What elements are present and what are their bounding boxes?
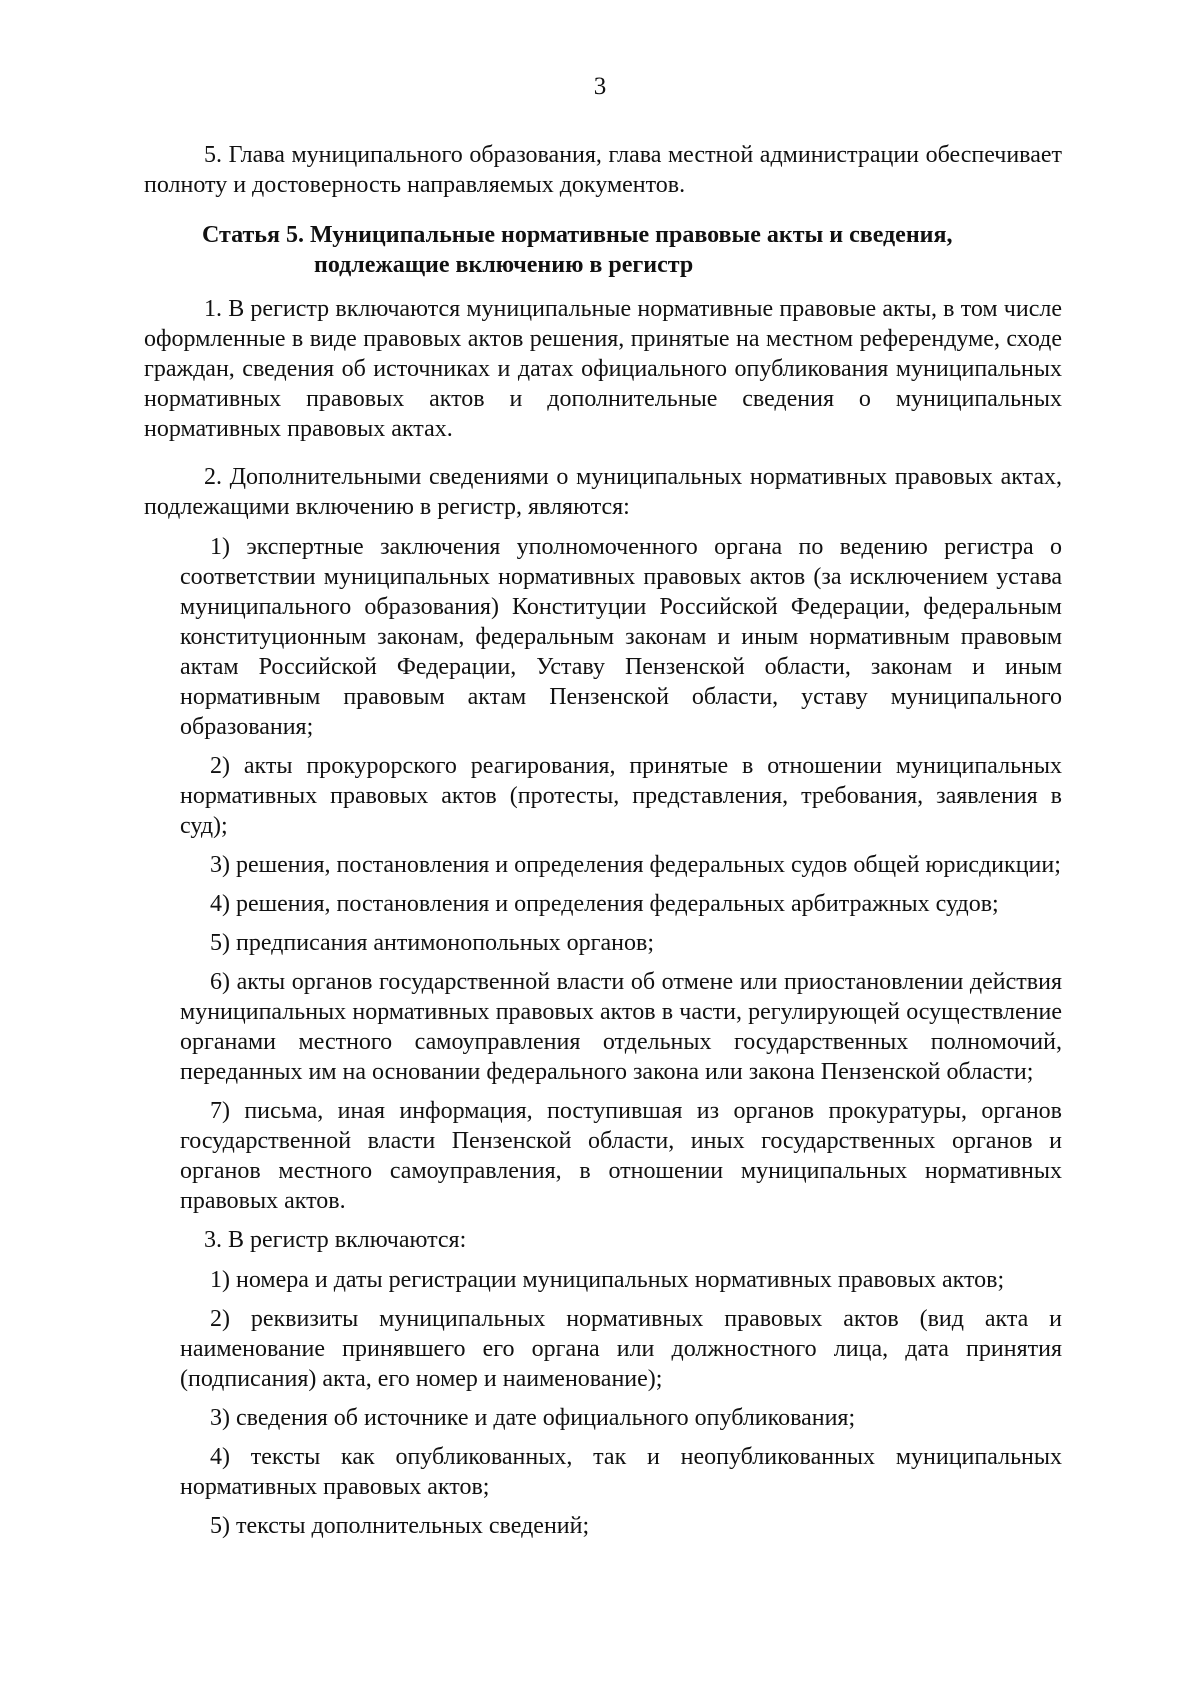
article-5-heading	[144, 220, 1062, 280]
paragraph-3: 3. В регистр включаются:	[204, 1227, 467, 1253]
list-item: 7) письма, иная информация, поступившая из органов прокуратуры, органов государственной власти Пензенской области, иных государственных органов и органов местного самоуправления, в отношении муниципальных нормативных правовых актов.	[180, 1098, 1062, 1214]
paragraph-5-head-of-municipality: 5. Глава муниципального образования, глава местной администрации обеспечивает полноту и достоверность направляемых документов.	[144, 142, 1062, 198]
list-item: 3) сведения об источнике и дате официального опубликования;	[210, 1405, 856, 1431]
list-item: 5) тексты дополнительных сведений;	[210, 1513, 590, 1539]
list-item: 3) решения, постановления и определения федеральных судов общей юрисдикции;	[210, 852, 1061, 878]
list-item: 6) акты органов государственной власти об отмене или приостановлении действия муниципальных нормативных правовых актов в части, регулирующей осуществление органами местного самоуправления отдельных государственных полномочий, переданных им на основании федерального закона или закона Пензенской области;	[180, 969, 1062, 1085]
list-item: 2) реквизиты муниципальных нормативных правовых актов (вид акта и наименование принявшего его органа или должностного лица, дата принятия (подписания) акта, его номер и наименование);	[180, 1306, 1062, 1392]
page-number: 3	[593, 73, 607, 100]
list-item: 1) экспертные заключения уполномоченного органа по ведению регистра о соответствии муниципальных нормативных правовых актов (за исключением устава муниципального образования) Конституции Российской Федерации, федеральным конституционным законам, федеральным законам и иным нормативным правовым актам Российской Федерации, Уставу Пензенской области, законам и иным нормативным правовым актам Пензенской области, уставу муниципального образования;	[180, 534, 1062, 740]
list-item: 4) тексты как опубликованных, так и неопубликованных муниципальных нормативных правовых актов;	[180, 1444, 1062, 1500]
article-title-line-1: Статья 5. Муниципальные нормативные правовые акты и сведения,	[202, 222, 953, 248]
list-item: 2) акты прокурорского реагирования, принятые в отношении муниципальных нормативных правовых актов (протесты, представления, требования, заявления в суд);	[180, 753, 1062, 839]
paragraph-1: 1. В регистр включаются муниципальные нормативные правовые акты, в том числе оформленные в виде правовых актов решения, принятые на местном референдуме, сходе граждан, сведения об источниках и датах официального опубликования муниципальных нормативных правовых актов и дополнительные сведения о муниципальных нормативных правовых актах.	[144, 296, 1062, 442]
article-title-line-2: подлежащие включению в регистр	[314, 252, 694, 278]
list-additional-info	[144, 532, 1062, 1216]
paragraph-2: 2. Дополнительными сведениями о муниципальных нормативных правовых актах, подлежащими включению в регистр, являются:	[144, 464, 1062, 520]
document-body	[144, 140, 1062, 1550]
list-item: 4) решения, постановления и определения федеральных арбитражных судов;	[210, 891, 999, 917]
list-item: 5) предписания антимонопольных органов;	[210, 930, 655, 956]
list-register-contents	[144, 1265, 1062, 1541]
list-item: 1) номера и даты регистрации муниципальных нормативных правовых актов;	[210, 1267, 1005, 1293]
